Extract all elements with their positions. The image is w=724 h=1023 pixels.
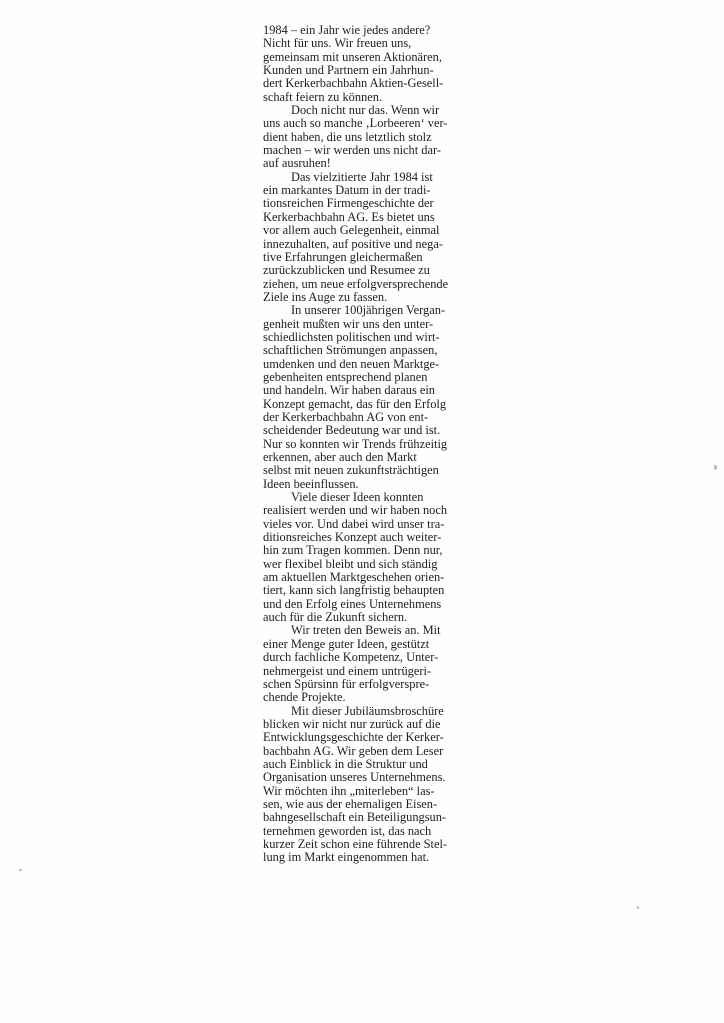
text-line: durch fachliche Kompetenz, Unter- [263, 650, 439, 665]
text-line: lung im Markt eingenommen hat. [263, 850, 430, 865]
text-line: In unserer 100jährigen Vergan- [291, 303, 446, 318]
text-line: dert Kerkerbachbahn Aktien-Gesell- [263, 76, 444, 91]
text-line: chende Projekte. [263, 690, 346, 705]
text-line: schiedlichsten politischen und wirt- [263, 329, 440, 344]
text-line: umdenken und den neuen Marktge- [263, 356, 440, 371]
text-line: kurzer Zeit schon eine führende Stel- [263, 836, 448, 851]
paragraph [263, 104, 483, 171]
text-line: gebenheiten entsprechend planen [263, 369, 428, 384]
text-line: 1984 – ein Jahr wie jedes andere? [263, 23, 431, 37]
paper-speck [714, 465, 717, 470]
text-line: bachbahn AG. Wir geben dem Leser [263, 743, 444, 758]
text-line: tionsreichen Firmengeschichte der [263, 196, 434, 211]
text-line: Mit dieser Jubiläumsbroschüre [291, 703, 444, 718]
text-line: erkennen, aber auch den Markt [263, 450, 417, 464]
text-line: Viele dieser Ideen konnten [291, 490, 424, 505]
text-line: zurückzublicken und Resumee zu [263, 263, 430, 278]
text-line: ternehmen geworden ist, das nach [263, 823, 432, 838]
text-line: Entwicklungsgeschichte der Kerker- [263, 730, 444, 745]
text-line: Ideen beeinflussen. [263, 476, 359, 491]
paragraph [263, 171, 483, 304]
text-line: gemeinsam mit unseren Aktionären, [263, 49, 442, 64]
paragraph [263, 304, 483, 491]
text-line: und den Erfolg eines Unternehmens [263, 596, 442, 611]
text-line: schaft feiern zu können. [263, 89, 383, 104]
text-line: dient haben, die uns letztlich stolz [263, 129, 432, 144]
text-line: vor allem auch Gelegenheit, einmal [263, 223, 440, 238]
text-line: Ziele ins Auge zu fassen. [263, 289, 388, 304]
text-line: Doch nicht nur das. Wenn wir [291, 103, 440, 118]
paragraph [263, 624, 483, 704]
text-line: ziehen, um neue erfolgversprechende [263, 276, 449, 291]
text-column [263, 24, 483, 865]
text-line: tive Erfahrungen gleichermaßen [263, 249, 423, 264]
text-line: am aktuellen Marktgeschehen orien- [263, 570, 445, 585]
text-line: Wir treten den Beweis an. Mit [291, 623, 441, 638]
text-line: Nur so konnten wir Trends frühzeitig [263, 436, 448, 451]
text-line: und handeln. Wir haben daraus ein [263, 383, 435, 398]
text-line: Nicht für uns. Wir freuen uns, [263, 36, 412, 51]
text-line: schaftlichen Strömungen anpassen, [263, 343, 438, 358]
paragraph [263, 705, 483, 865]
text-line: auch für die Zukunft sichern. [263, 610, 408, 625]
text-line: hin zum Tragen kommen. Denn nur, [263, 543, 443, 558]
paragraph [263, 491, 483, 624]
text-line: auf ausruhen! [263, 156, 331, 171]
text-line: Kerkerbachbahn AG. Es bietet uns [263, 209, 435, 224]
paper-speck [19, 869, 22, 871]
text-line: ditionsreiches Konzept auch weiter- [263, 530, 442, 545]
text-line: innezuhalten, auf positive und nega- [263, 236, 443, 251]
text-line: wer flexibel bleibt und sich ständig [263, 556, 438, 571]
text-line: auch Einblick in die Struktur und [263, 756, 428, 771]
text-line: ein markantes Datum in der tradi- [263, 183, 431, 198]
text-line: Das vielzitierte Jahr 1984 ist [291, 169, 433, 184]
text-line: der Kerkerbachbahn AG von ent- [263, 409, 429, 424]
text-line: Konzept gemacht, das für den Erfolg [263, 396, 447, 411]
text-line: realisiert werden und wir haben noch [263, 503, 448, 518]
text-line: sen, wie aus der ehemaligen Eisen- [263, 796, 438, 811]
text-line: Organisation unseres Unternehmens. [263, 770, 446, 785]
text-line: nehmergeist und einem untrügeri- [263, 663, 432, 678]
text-line: scheidender Bedeutung war und ist. [263, 423, 441, 438]
text-line: Kunden und Partnern ein Jahrhun- [263, 63, 434, 78]
text-line: uns auch so manche ‚Lorbeeren‘ ver- [263, 116, 448, 131]
text-line: Wir möchten ihn „miterleben“ las- [263, 783, 435, 798]
text-line: tiert, kann sich langfristig behaupten [263, 583, 445, 598]
text-line: vieles vor. Und dabei wird unser tra- [263, 516, 445, 531]
text-line: bahngesellschaft ein Beteiligungsun- [263, 810, 447, 825]
text-line: genheit mußten wir uns den unter- [263, 316, 434, 331]
text-line: blicken wir nicht nur zurück auf die [263, 716, 441, 731]
text-line: schen Spürsinn für erfolgverspre- [263, 676, 430, 691]
text-line: machen – wir werden uns nicht dar- [263, 143, 441, 158]
text-line: einer Menge guter Ideen, gestützt [263, 636, 430, 651]
paragraph [263, 24, 483, 104]
paper-speck [637, 906, 639, 909]
text-line: selbst mit neuen zukunftsträchtigen [263, 463, 439, 478]
